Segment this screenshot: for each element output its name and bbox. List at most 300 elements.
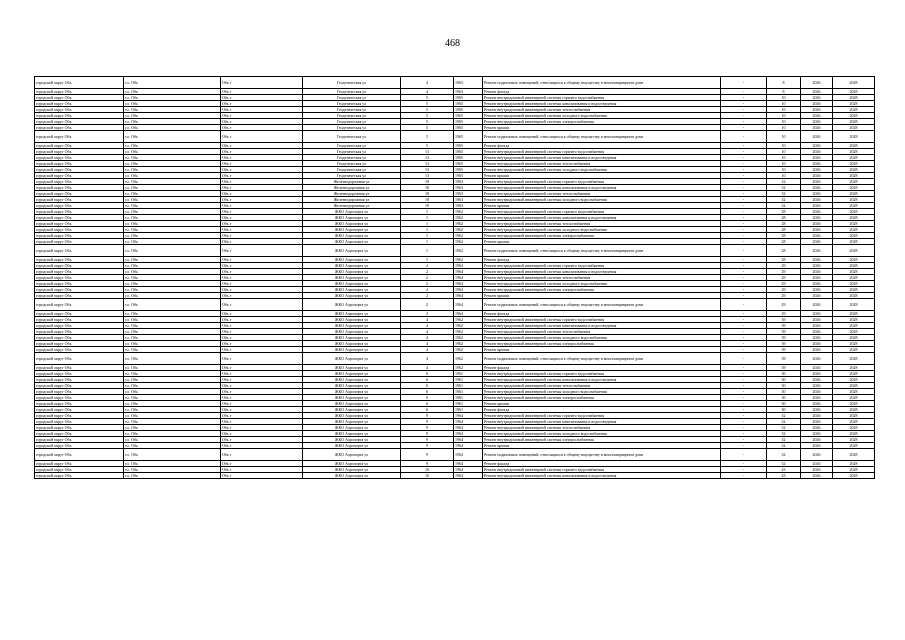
end-year-cell: 2028 xyxy=(833,347,875,353)
value-cell: 29 xyxy=(767,281,801,287)
work-type-cell: Ремонт внутридомовой инженерной системы холодного водоснабжения xyxy=(483,335,721,341)
street-cell: ЖКО Аэропорта ул xyxy=(303,233,401,239)
city-cell: Обь г xyxy=(221,473,303,479)
start-year-cell: 2026 xyxy=(801,395,833,401)
value-cell: 28 xyxy=(767,257,801,263)
street-cell: ЖКО Аэропорта ул xyxy=(303,407,401,413)
build-year-cell: 1963 xyxy=(454,185,483,191)
build-year-cell: 1964 xyxy=(454,461,483,467)
build-year-cell: 1964 xyxy=(454,431,483,437)
start-year-cell: 2026 xyxy=(801,335,833,341)
street-cell: ЖКО Аэропорта ул xyxy=(303,317,401,323)
municipality-cell: городской округ Обь xyxy=(35,131,124,143)
build-year-cell: 1962 xyxy=(454,221,483,227)
dash-cell: - xyxy=(721,335,767,341)
work-type-cell: Ремонт внутридомовой инженерной системы холодного водоснабжения xyxy=(483,113,721,119)
work-type-cell: Ремонт внутридомовой инженерной системы канализования и водоотведения xyxy=(483,269,721,275)
build-year-cell: 1962 xyxy=(454,245,483,257)
district-cell: г.о. Обь xyxy=(124,227,221,233)
municipality-cell: городской округ Обь xyxy=(35,425,124,431)
dash-cell: - xyxy=(721,131,767,143)
dash-cell: - xyxy=(721,347,767,353)
start-year-cell: 2026 xyxy=(801,311,833,317)
work-type-cell: Ремонт фасада xyxy=(483,407,721,413)
dash-cell: - xyxy=(721,473,767,479)
work-type-cell: Ремонт внутридомовой инженерной системы канализования и водоотведения xyxy=(483,473,721,479)
end-year-cell: 2028 xyxy=(833,329,875,335)
build-year-cell: 1965 xyxy=(454,119,483,125)
end-year-cell: 2028 xyxy=(833,257,875,263)
end-year-cell: 2028 xyxy=(833,281,875,287)
dash-cell: - xyxy=(721,197,767,203)
city-cell: Обь г xyxy=(221,311,303,317)
build-year-cell: 1965 xyxy=(454,149,483,155)
street-cell: ЖКО Аэропорта ул xyxy=(303,413,401,419)
district-cell: г.о. Обь xyxy=(124,275,221,281)
build-year-cell: 1962 xyxy=(454,335,483,341)
table-row xyxy=(35,473,875,479)
start-year-cell: 2026 xyxy=(801,95,833,101)
build-year-cell: 1964 xyxy=(454,275,483,281)
start-year-cell: 2026 xyxy=(801,329,833,335)
value-cell: 29 xyxy=(767,287,801,293)
end-year-cell: 2028 xyxy=(833,131,875,143)
dash-cell: - xyxy=(721,95,767,101)
district-cell: г.о. Обь xyxy=(124,401,221,407)
value-cell: 10 xyxy=(767,125,801,131)
district-cell: г.о. Обь xyxy=(124,269,221,275)
start-year-cell: 2026 xyxy=(801,443,833,449)
value-cell: 28 xyxy=(767,221,801,227)
value-cell: 32 xyxy=(767,179,801,185)
table-row xyxy=(35,245,875,257)
end-year-cell: 2028 xyxy=(833,461,875,467)
municipality-cell: городской округ Обь xyxy=(35,443,124,449)
start-year-cell: 2026 xyxy=(801,179,833,185)
street-cell: ЖКО Аэропорта ул xyxy=(303,431,401,437)
work-type-cell: Ремонт фасада xyxy=(483,365,721,371)
street-cell: ЖКО Аэропорта ул xyxy=(303,257,401,263)
city-cell: Обь г xyxy=(221,449,303,461)
dash-cell: - xyxy=(721,281,767,287)
city-cell: Обь г xyxy=(221,131,303,143)
value-cell: 28 xyxy=(767,233,801,239)
value-cell: 10 xyxy=(767,131,801,143)
end-year-cell: 2028 xyxy=(833,89,875,95)
dash-cell: - xyxy=(721,371,767,377)
start-year-cell: 2026 xyxy=(801,383,833,389)
street-cell: ЖКО Аэропорта ул xyxy=(303,353,401,365)
city-cell: Обь г xyxy=(221,197,303,203)
dash-cell: - xyxy=(721,449,767,461)
build-year-cell: 1965 xyxy=(454,143,483,149)
district-cell: г.о. Обь xyxy=(124,173,221,179)
house-number-cell: 1 xyxy=(401,215,454,221)
value-cell: 32 xyxy=(767,437,801,443)
city-cell: Обь г xyxy=(221,239,303,245)
value-cell: 30 xyxy=(767,377,801,383)
dash-cell: - xyxy=(721,437,767,443)
city-cell: Обь г xyxy=(221,101,303,107)
end-year-cell: 2028 xyxy=(833,191,875,197)
end-year-cell: 2028 xyxy=(833,179,875,185)
dash-cell: - xyxy=(721,215,767,221)
value-cell: 39 xyxy=(767,341,801,347)
city-cell: Обь г xyxy=(221,383,303,389)
house-number-cell: 6 xyxy=(401,383,454,389)
build-year-cell: 1961 xyxy=(454,407,483,413)
municipality-cell: городской округ Обь xyxy=(35,107,124,113)
value-cell: 39 xyxy=(767,347,801,353)
value-cell: 39 xyxy=(767,317,801,323)
work-type-cell: Ремонт внутридомовой инженерной системы теплоснабжения xyxy=(483,107,721,113)
value-cell: 32 xyxy=(767,461,801,467)
start-year-cell: 2026 xyxy=(801,347,833,353)
street-cell: ЖКО Аэропорта ул xyxy=(303,263,401,269)
value-cell: 10 xyxy=(767,95,801,101)
start-year-cell: 2026 xyxy=(801,161,833,167)
street-cell: Геодезическая ул xyxy=(303,89,401,95)
end-year-cell: 2028 xyxy=(833,221,875,227)
house-number-cell: 1 xyxy=(401,209,454,215)
house-number-cell: 10 xyxy=(401,467,454,473)
district-cell: г.о. Обь xyxy=(124,215,221,221)
street-cell: ЖКО Аэропорта ул xyxy=(303,281,401,287)
house-number-cell: 9 xyxy=(401,461,454,467)
dash-cell: - xyxy=(721,107,767,113)
dash-cell: - xyxy=(721,185,767,191)
district-cell: г.о. Обь xyxy=(124,335,221,341)
dash-cell: - xyxy=(721,329,767,335)
district-cell: г.о. Обь xyxy=(124,407,221,413)
house-number-cell: 18 xyxy=(401,179,454,185)
end-year-cell: 2028 xyxy=(833,209,875,215)
city-cell: Обь г xyxy=(221,293,303,299)
house-number-cell: 1 xyxy=(401,257,454,263)
end-year-cell: 2028 xyxy=(833,269,875,275)
district-cell: г.о. Обь xyxy=(124,389,221,395)
house-number-cell: 5 xyxy=(401,101,454,107)
end-year-cell: 2028 xyxy=(833,167,875,173)
work-type-cell: Ремонт внутридомовой инженерной системы горячего водоснабжения xyxy=(483,467,721,473)
start-year-cell: 2026 xyxy=(801,449,833,461)
municipality-cell: городской округ Обь xyxy=(35,149,124,155)
build-year-cell: 1963 xyxy=(454,89,483,95)
municipality-cell: городской округ Обь xyxy=(35,401,124,407)
build-year-cell: 1961 xyxy=(454,401,483,407)
district-cell: г.о. Обь xyxy=(124,425,221,431)
district-cell: г.о. Обь xyxy=(124,353,221,365)
build-year-cell: 1961 xyxy=(454,377,483,383)
table-row xyxy=(35,77,875,89)
build-year-cell: 1961 xyxy=(454,395,483,401)
municipality-cell: городской округ Обь xyxy=(35,245,124,257)
district-cell: г.о. Обь xyxy=(124,287,221,293)
district-cell: г.о. Обь xyxy=(124,191,221,197)
value-cell: 28 xyxy=(767,245,801,257)
value-cell: 39 xyxy=(767,329,801,335)
city-cell: Обь г xyxy=(221,113,303,119)
house-number-cell: 13 xyxy=(401,173,454,179)
build-year-cell: 1962 xyxy=(454,317,483,323)
street-cell: ЖКО Аэропорта ул xyxy=(303,323,401,329)
municipality-cell: городской округ Обь xyxy=(35,329,124,335)
build-year-cell: 1965 xyxy=(454,173,483,179)
work-type-cell: Ремонт внутридомовой инженерной системы холодного водоснабжения xyxy=(483,197,721,203)
start-year-cell: 2026 xyxy=(801,287,833,293)
municipality-cell: городской округ Обь xyxy=(35,353,124,365)
city-cell: Обь г xyxy=(221,443,303,449)
municipality-cell: городской округ Обь xyxy=(35,191,124,197)
street-cell: Железнодорожная ул xyxy=(303,197,401,203)
work-type-cell: Ремонт внутридомовой инженерной системы горячего водоснабжения xyxy=(483,179,721,185)
end-year-cell: 2028 xyxy=(833,113,875,119)
start-year-cell: 2026 xyxy=(801,155,833,161)
dash-cell: - xyxy=(721,101,767,107)
build-year-cell: 1962 xyxy=(454,347,483,353)
dash-cell: - xyxy=(721,161,767,167)
end-year-cell: 2028 xyxy=(833,143,875,149)
value-cell: 10 xyxy=(767,149,801,155)
dash-cell: - xyxy=(721,269,767,275)
municipality-cell: городской округ Обь xyxy=(35,311,124,317)
dash-cell: - xyxy=(721,221,767,227)
dash-cell: - xyxy=(721,317,767,323)
start-year-cell: 2026 xyxy=(801,191,833,197)
district-cell: г.о. Обь xyxy=(124,203,221,209)
start-year-cell: 2026 xyxy=(801,173,833,179)
start-year-cell: 2026 xyxy=(801,149,833,155)
value-cell: 29 xyxy=(767,293,801,299)
table-row xyxy=(35,449,875,461)
city-cell: Обь г xyxy=(221,431,303,437)
start-year-cell: 2026 xyxy=(801,197,833,203)
street-cell: ЖКО Аэропорта ул xyxy=(303,365,401,371)
end-year-cell: 2028 xyxy=(833,245,875,257)
dash-cell: - xyxy=(721,311,767,317)
city-cell: Обь г xyxy=(221,191,303,197)
house-number-cell: 13 xyxy=(401,155,454,161)
street-cell: ЖКО Аэропорта ул xyxy=(303,461,401,467)
end-year-cell: 2028 xyxy=(833,95,875,101)
street-cell: Геодезическая ул xyxy=(303,77,401,89)
city-cell: Обь г xyxy=(221,413,303,419)
end-year-cell: 2028 xyxy=(833,389,875,395)
work-type-cell: Ремонт подвальных помещений, относящихся к общему имуществу в многоквартирном доме xyxy=(483,131,721,143)
dash-cell: - xyxy=(721,227,767,233)
build-year-cell: 1962 xyxy=(454,227,483,233)
municipality-cell: городской округ Обь xyxy=(35,299,124,311)
municipality-cell: городской округ Обь xyxy=(35,263,124,269)
municipality-cell: городской округ Обь xyxy=(35,239,124,245)
street-cell: ЖКО Аэропорта ул xyxy=(303,221,401,227)
page-number: 468 xyxy=(445,38,460,49)
district-cell: г.о. Обь xyxy=(124,89,221,95)
value-cell: 32 xyxy=(767,443,801,449)
house-number-cell: 18 xyxy=(401,203,454,209)
end-year-cell: 2028 xyxy=(833,323,875,329)
street-cell: ЖКО Аэропорта ул xyxy=(303,395,401,401)
value-cell: 8 xyxy=(767,77,801,89)
build-year-cell: 1964 xyxy=(454,413,483,419)
build-year-cell: 1964 xyxy=(454,281,483,287)
house-number-cell: 18 xyxy=(401,197,454,203)
work-type-cell: Ремонт внутридомовой инженерной системы холодного водоснабжения xyxy=(483,431,721,437)
street-cell: Геодезическая ул xyxy=(303,161,401,167)
build-year-cell: 1965 xyxy=(454,101,483,107)
end-year-cell: 2028 xyxy=(833,185,875,191)
city-cell: Обь г xyxy=(221,347,303,353)
house-number-cell: 9 xyxy=(401,425,454,431)
value-cell: 32 xyxy=(767,413,801,419)
value-cell: 10 xyxy=(767,101,801,107)
end-year-cell: 2028 xyxy=(833,437,875,443)
municipality-cell: городской округ Обь xyxy=(35,155,124,161)
dash-cell: - xyxy=(721,353,767,365)
start-year-cell: 2026 xyxy=(801,317,833,323)
house-number-cell: 4 xyxy=(401,353,454,365)
district-cell: г.о. Обь xyxy=(124,143,221,149)
district-cell: г.о. Обь xyxy=(124,383,221,389)
house-number-cell: 4 xyxy=(401,323,454,329)
municipality-cell: городской округ Обь xyxy=(35,77,124,89)
street-cell: Геодезическая ул xyxy=(303,167,401,173)
house-number-cell: 5 xyxy=(401,107,454,113)
street-cell: Геодезическая ул xyxy=(303,155,401,161)
city-cell: Обь г xyxy=(221,155,303,161)
value-cell: 30 xyxy=(767,401,801,407)
dash-cell: - xyxy=(721,425,767,431)
street-cell: Геодезическая ул xyxy=(303,113,401,119)
house-number-cell: 5 xyxy=(401,131,454,143)
municipality-cell: городской округ Обь xyxy=(35,293,124,299)
house-number-cell: 4 xyxy=(401,365,454,371)
build-year-cell: 1965 xyxy=(454,131,483,143)
house-number-cell: 4 xyxy=(401,329,454,335)
build-year-cell: 1961 xyxy=(454,389,483,395)
street-cell: Железнодорожная ул xyxy=(303,191,401,197)
start-year-cell: 2026 xyxy=(801,263,833,269)
dash-cell: - xyxy=(721,377,767,383)
city-cell: Обь г xyxy=(221,419,303,425)
work-type-cell: Ремонт внутридомовой инженерной системы горячего водоснабжения xyxy=(483,413,721,419)
street-cell: ЖКО Аэропорта ул xyxy=(303,347,401,353)
dash-cell: - xyxy=(721,383,767,389)
work-type-cell: Ремонт подвальных помещений, относящихся к общему имуществу в многоквартирном доме xyxy=(483,245,721,257)
municipality-cell: городской округ Обь xyxy=(35,371,124,377)
end-year-cell: 2028 xyxy=(833,443,875,449)
house-number-cell: 2 xyxy=(401,299,454,311)
city-cell: Обь г xyxy=(221,425,303,431)
city-cell: Обь г xyxy=(221,467,303,473)
start-year-cell: 2026 xyxy=(801,221,833,227)
street-cell: Геодезическая ул xyxy=(303,119,401,125)
build-year-cell: 1964 xyxy=(454,311,483,317)
build-year-cell: 1963 xyxy=(454,77,483,89)
work-type-cell: Ремонт внутридомовой инженерной системы электроснабжения xyxy=(483,119,721,125)
value-cell: 43 xyxy=(767,473,801,479)
work-type-cell: Ремонт крыши xyxy=(483,443,721,449)
repair-program-table xyxy=(34,76,875,479)
end-year-cell: 2028 xyxy=(833,413,875,419)
value-cell: 28 xyxy=(767,209,801,215)
house-number-cell: 4 xyxy=(401,341,454,347)
street-cell: ЖКО Аэропорта ул xyxy=(303,341,401,347)
end-year-cell: 2028 xyxy=(833,473,875,479)
city-cell: Обь г xyxy=(221,275,303,281)
value-cell: 30 xyxy=(767,389,801,395)
start-year-cell: 2026 xyxy=(801,215,833,221)
dash-cell: - xyxy=(721,119,767,125)
value-cell: 10 xyxy=(767,173,801,179)
work-type-cell: Ремонт внутридомовой инженерной системы горячего водоснабжения xyxy=(483,95,721,101)
start-year-cell: 2026 xyxy=(801,365,833,371)
house-number-cell: 2 xyxy=(401,275,454,281)
end-year-cell: 2028 xyxy=(833,317,875,323)
municipality-cell: городской округ Обь xyxy=(35,89,124,95)
dash-cell: - xyxy=(721,395,767,401)
value-cell: 28 xyxy=(767,239,801,245)
work-type-cell: Ремонт внутридомовой инженерной системы канализования и водоотведения xyxy=(483,377,721,383)
build-year-cell: 1963 xyxy=(454,191,483,197)
value-cell: 8 xyxy=(767,89,801,95)
value-cell: 30 xyxy=(767,383,801,389)
street-cell: ЖКО Аэропорта ул xyxy=(303,245,401,257)
house-number-cell: 10 xyxy=(401,473,454,479)
street-cell: ЖКО Аэропорта ул xyxy=(303,443,401,449)
value-cell: 28 xyxy=(767,227,801,233)
municipality-cell: городской округ Обь xyxy=(35,167,124,173)
start-year-cell: 2026 xyxy=(801,467,833,473)
city-cell: Обь г xyxy=(221,389,303,395)
municipality-cell: городской округ Обь xyxy=(35,383,124,389)
street-cell: ЖКО Аэропорта ул xyxy=(303,209,401,215)
municipality-cell: городской округ Обь xyxy=(35,335,124,341)
city-cell: Обь г xyxy=(221,179,303,185)
city-cell: Обь г xyxy=(221,233,303,239)
district-cell: г.о. Обь xyxy=(124,311,221,317)
value-cell: 39 xyxy=(767,335,801,341)
value-cell: 32 xyxy=(767,431,801,437)
street-cell: Геодезическая ул xyxy=(303,173,401,179)
municipality-cell: городской округ Обь xyxy=(35,395,124,401)
work-type-cell: Ремонт внутридомовой инженерной системы теплоснабжения xyxy=(483,425,721,431)
district-cell: г.о. Обь xyxy=(124,155,221,161)
build-year-cell: 1963 xyxy=(454,197,483,203)
dash-cell: - xyxy=(721,149,767,155)
street-cell: ЖКО Аэропорта ул xyxy=(303,299,401,311)
dash-cell: - xyxy=(721,239,767,245)
street-cell: ЖКО Аэропорта ул xyxy=(303,419,401,425)
value-cell: 39 xyxy=(767,365,801,371)
municipality-cell: городской округ Обь xyxy=(35,275,124,281)
city-cell: Обь г xyxy=(221,89,303,95)
dash-cell: - xyxy=(721,233,767,239)
city-cell: Обь г xyxy=(221,221,303,227)
work-type-cell: Ремонт фасада xyxy=(483,143,721,149)
start-year-cell: 2026 xyxy=(801,119,833,125)
end-year-cell: 2028 xyxy=(833,431,875,437)
house-number-cell: 6 xyxy=(401,389,454,395)
dash-cell: - xyxy=(721,299,767,311)
work-type-cell: Ремонт крыши xyxy=(483,203,721,209)
start-year-cell: 2026 xyxy=(801,299,833,311)
work-type-cell: Ремонт внутридомовой инженерной системы теплоснабжения xyxy=(483,383,721,389)
street-cell: ЖКО Аэропорта ул xyxy=(303,383,401,389)
municipality-cell: городской округ Обь xyxy=(35,119,124,125)
house-number-cell: 1 xyxy=(401,221,454,227)
municipality-cell: городской округ Обь xyxy=(35,197,124,203)
